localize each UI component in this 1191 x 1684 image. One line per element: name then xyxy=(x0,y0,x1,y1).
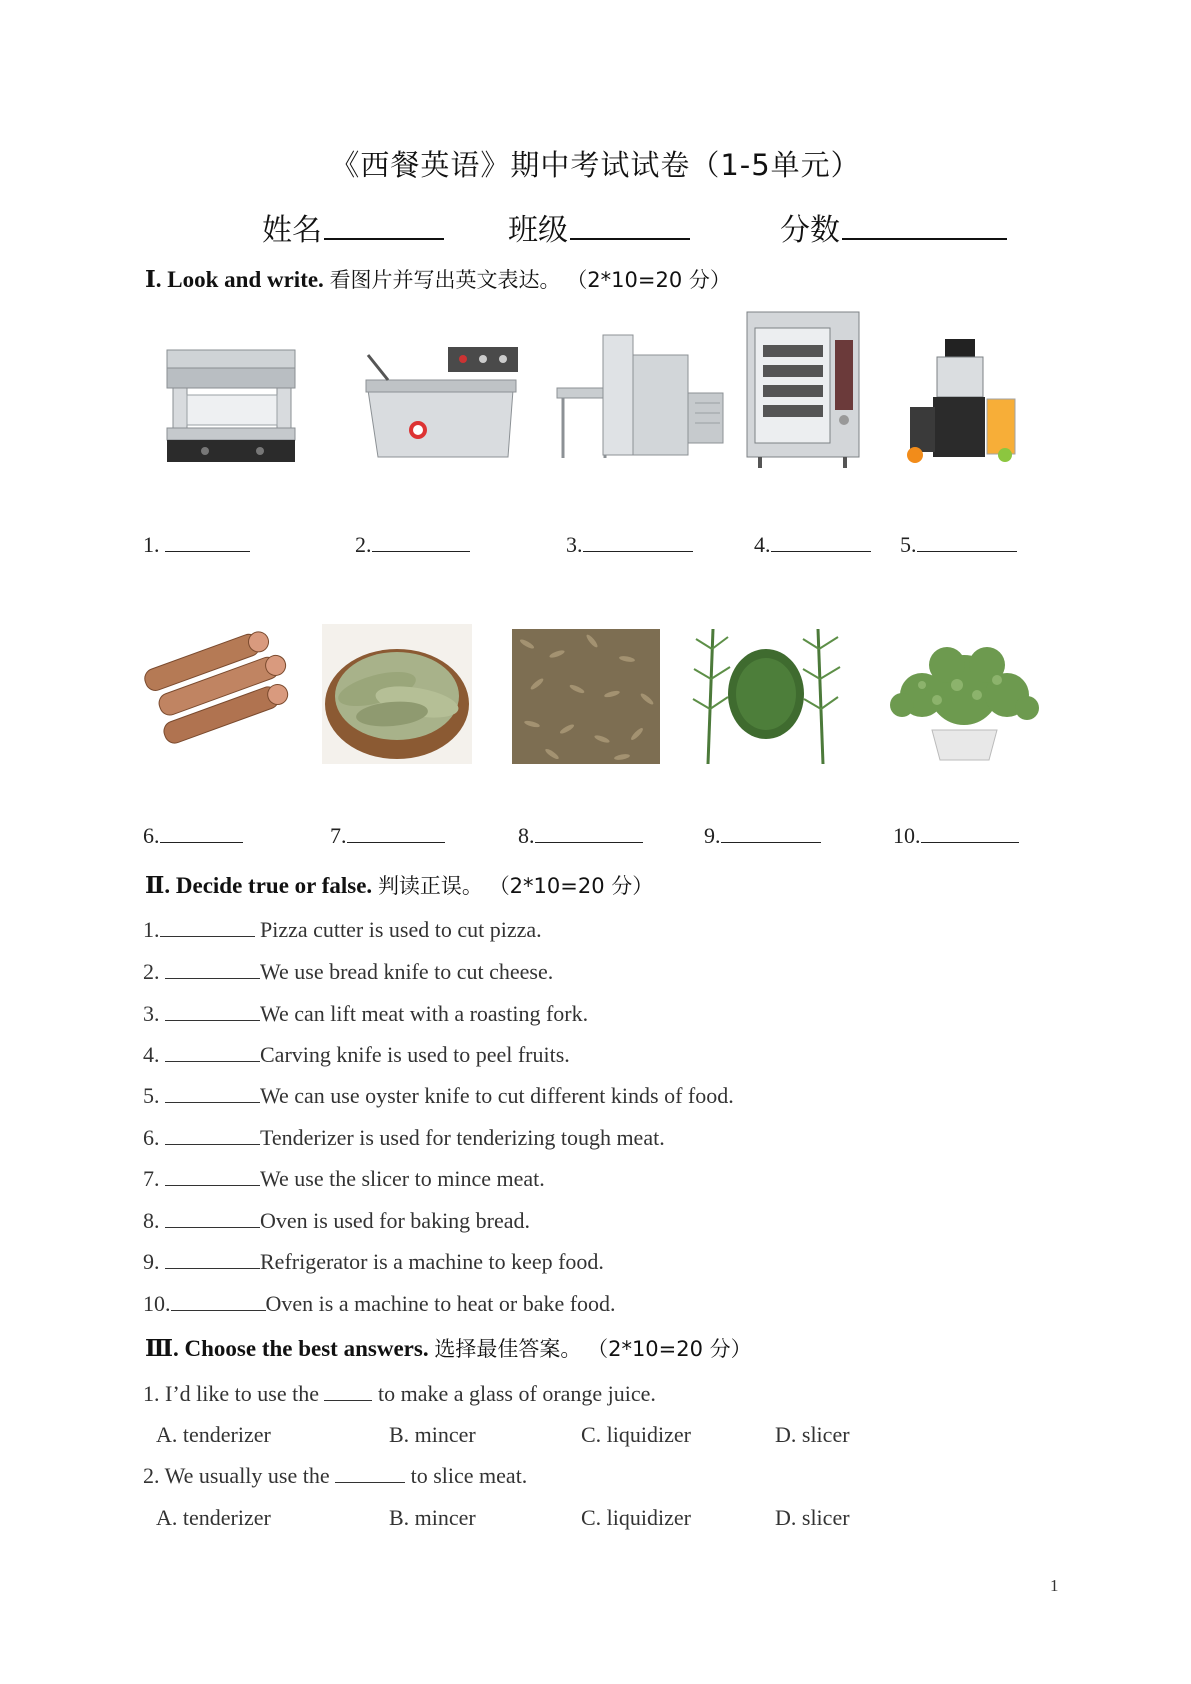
section2-roman: Ⅱ. xyxy=(145,873,171,898)
item-number: 2. xyxy=(143,959,160,984)
answer-line[interactable] xyxy=(160,824,243,843)
true-false-item-5 xyxy=(143,1083,734,1109)
question-text-after: to make a glass of orange juice. xyxy=(377,1381,656,1406)
score-field[interactable] xyxy=(780,205,1007,249)
section1-roman: Ⅰ. xyxy=(145,267,162,292)
true-false-item-2 xyxy=(143,959,553,985)
answer-blank-3[interactable] xyxy=(566,532,693,558)
item-text: Oven is a machine to heat or bake food. xyxy=(265,1291,616,1316)
answer-blank-8[interactable] xyxy=(518,823,643,849)
answer-blank-4[interactable] xyxy=(754,532,871,558)
section2-score: （2*10=20 分） xyxy=(488,874,654,898)
section2-title: Decide true or false. xyxy=(175,873,373,898)
item-number: 5. xyxy=(143,1083,160,1108)
true-false-item-1 xyxy=(143,917,542,943)
item-text: We use bread knife to cut cheese. xyxy=(260,959,554,984)
answer-line[interactable] xyxy=(921,824,1019,843)
class-field-line[interactable] xyxy=(570,212,690,240)
item-number: 8. xyxy=(143,1208,160,1233)
option-a[interactable]: A. tenderizer xyxy=(156,1422,271,1447)
section1-title: Look and write. xyxy=(167,267,324,292)
option-c[interactable]: C. liquidizer xyxy=(581,1505,691,1530)
answer-line[interactable] xyxy=(917,533,1017,552)
item-number: 4. xyxy=(143,1042,160,1067)
answer-blank-2[interactable] xyxy=(355,532,470,558)
answer-number: 8. xyxy=(518,823,535,848)
section3-instruction: 选择最佳答案。 xyxy=(434,1337,582,1361)
question-1 xyxy=(143,1381,656,1407)
page-number: 1 xyxy=(1050,1576,1059,1595)
answer-line[interactable] xyxy=(165,1250,260,1269)
item-text: We can lift meat with a roasting fork. xyxy=(260,1001,589,1026)
dill-icon xyxy=(688,619,846,764)
section1-score: （2*10=20 分） xyxy=(566,268,731,292)
cumin-seed-icon xyxy=(512,629,660,764)
score-field-line[interactable] xyxy=(842,212,1007,240)
answer-line[interactable] xyxy=(165,960,260,979)
answer-line[interactable] xyxy=(583,533,693,552)
item-text: We use the slicer to mince meat. xyxy=(260,1166,545,1191)
true-false-item-10 xyxy=(143,1291,616,1317)
answer-line[interactable] xyxy=(372,533,470,552)
answer-line[interactable] xyxy=(771,533,871,552)
class-field-label: 班级 xyxy=(508,213,568,248)
answer-blank-7[interactable] xyxy=(330,823,445,849)
item-number: 9. xyxy=(143,1249,160,1274)
true-false-item-9 xyxy=(143,1249,604,1275)
item-text: Oven is used for baking bread. xyxy=(260,1208,531,1233)
answer-line[interactable] xyxy=(721,824,821,843)
item-text: Tenderizer is used for tenderizing tough meat. xyxy=(260,1125,665,1150)
answer-line[interactable] xyxy=(335,1464,405,1483)
section1-heading xyxy=(145,264,731,294)
item-number: 3. xyxy=(143,1001,160,1026)
true-false-item-6 xyxy=(143,1125,665,1151)
option-d[interactable]: D. slicer xyxy=(775,1505,850,1530)
answer-number: 6. xyxy=(143,823,160,848)
item-text: Pizza cutter is used to cut pizza. xyxy=(260,917,542,942)
deep-fryer-icon xyxy=(348,345,528,460)
item-number: 1. xyxy=(143,917,160,942)
answer-line[interactable] xyxy=(165,1167,260,1186)
item-number: 6. xyxy=(143,1125,160,1150)
answer-number: 4. xyxy=(754,532,771,557)
option-a[interactable]: A. tenderizer xyxy=(156,1505,271,1530)
page-title: 《西餐英语》期中考试试卷（1-5单元） xyxy=(330,148,861,182)
item-text: Refrigerator is a machine to keep food. xyxy=(260,1249,604,1274)
class-field[interactable] xyxy=(508,205,690,249)
answer-line[interactable] xyxy=(347,824,445,843)
thyme-icon xyxy=(877,630,1052,765)
section3-roman: Ⅲ. xyxy=(145,1336,179,1361)
section3-score: （2*10=20 分） xyxy=(587,1337,752,1361)
option-b[interactable]: B. mincer xyxy=(389,1505,476,1530)
item-number: 7. xyxy=(143,1166,160,1191)
answer-line[interactable] xyxy=(165,1002,260,1021)
answer-blank-10[interactable] xyxy=(893,823,1019,849)
answer-number: 3. xyxy=(566,532,583,557)
question-text-before: 1. I’d like to use the xyxy=(143,1381,319,1406)
answer-blank-9[interactable] xyxy=(704,823,821,849)
answer-line[interactable] xyxy=(160,918,255,937)
answer-blank-5[interactable] xyxy=(900,532,1017,558)
answer-line[interactable] xyxy=(165,533,250,552)
option-b[interactable]: B. mincer xyxy=(389,1422,476,1447)
name-field-line[interactable] xyxy=(324,212,444,240)
cinnamon-icon xyxy=(143,617,298,765)
answer-number: 9. xyxy=(704,823,721,848)
bay-leaf-icon xyxy=(322,624,472,764)
answer-line[interactable] xyxy=(324,1382,372,1401)
answer-blank-6[interactable] xyxy=(143,823,243,849)
true-false-item-4 xyxy=(143,1042,570,1068)
answer-number: 5. xyxy=(900,532,917,557)
answer-blank-1[interactable] xyxy=(143,532,250,558)
section3-title: Choose the best answers. xyxy=(184,1336,429,1361)
answer-line[interactable] xyxy=(165,1126,260,1145)
section2-instruction: 判读正误。 xyxy=(377,874,483,898)
salamander-grill-icon xyxy=(165,345,300,465)
answer-line[interactable] xyxy=(165,1084,260,1103)
item-text: We can use oyster knife to cut different kinds of food. xyxy=(260,1083,734,1108)
true-false-item-7 xyxy=(143,1166,545,1192)
score-field-label: 分数 xyxy=(780,213,840,248)
answer-number: 7. xyxy=(330,823,347,848)
juicer-icon xyxy=(905,337,1023,465)
answer-number: 1. xyxy=(143,532,160,557)
answer-line[interactable] xyxy=(171,1292,266,1311)
section3-heading xyxy=(145,1333,752,1363)
question-text-before: 2. We usually use the xyxy=(143,1463,330,1488)
answer-number: 10. xyxy=(893,823,921,848)
answer-number: 2. xyxy=(355,532,372,557)
option-d[interactable]: D. slicer xyxy=(775,1422,850,1447)
item-number: 10. xyxy=(143,1291,171,1316)
question-2 xyxy=(143,1463,527,1489)
answer-line[interactable] xyxy=(165,1043,260,1062)
true-false-item-8 xyxy=(143,1208,530,1234)
item-text: Carving knife is used to peel fruits. xyxy=(260,1042,570,1067)
option-c[interactable]: C. liquidizer xyxy=(581,1422,691,1447)
section2-heading xyxy=(145,870,653,900)
section1-instruction: 看图片并写出英文表达。 xyxy=(329,268,561,292)
name-field[interactable] xyxy=(262,205,444,249)
answer-line[interactable] xyxy=(165,1209,260,1228)
name-field-label: 姓名 xyxy=(262,213,322,248)
true-false-item-3 xyxy=(143,1001,588,1027)
dishwasher-icon xyxy=(555,333,725,461)
answer-line[interactable] xyxy=(535,824,643,843)
question-text-after: to slice meat. xyxy=(410,1463,528,1488)
combi-oven-icon xyxy=(745,310,863,470)
